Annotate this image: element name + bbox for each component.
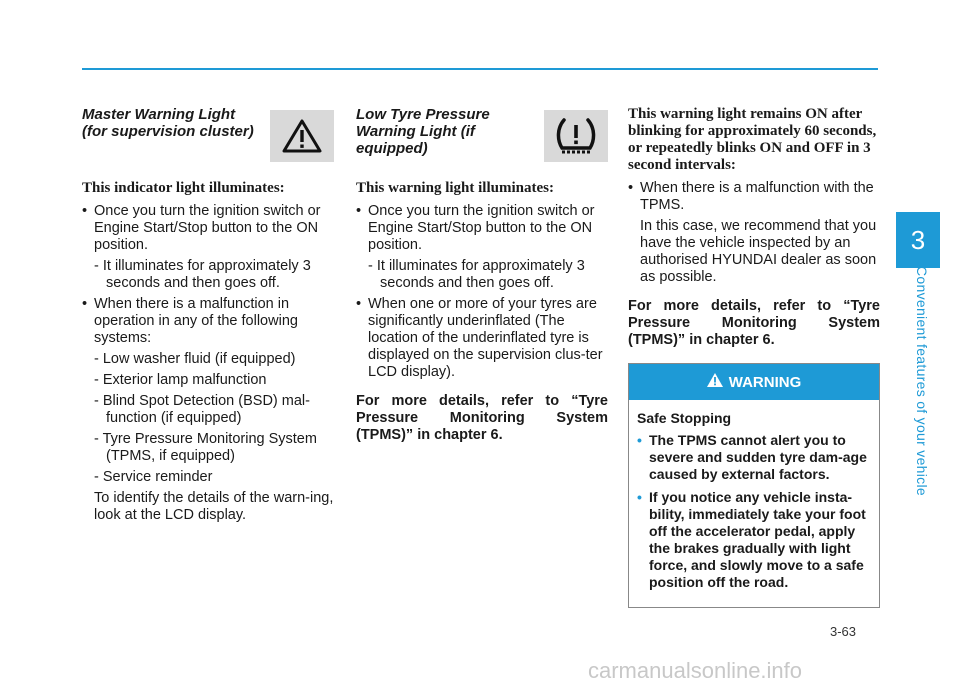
note-text: In this case, we recommend that you have the vehicle inspected by an authorised HYUNDAI dealer as soon as possible. xyxy=(640,218,877,285)
warning-triangle-icon xyxy=(707,373,723,391)
bullet-item: • When there is a malfunction with the TPMS. xyxy=(628,180,880,214)
subheading: This warning light remains ON after blinking for approximately 60 seconds, or repeatedly blinks ON and OFF in 3 second intervals: xyxy=(628,106,877,173)
column-low-tyre-pressure xyxy=(356,106,608,444)
section-heading: Low Tyre Pressure Warning Light (if equipped) xyxy=(356,106,490,157)
bullet-item: • Once you turn the ignition switch or Engine Start/Stop button to the ON position. xyxy=(356,203,608,254)
sub-item: - Exterior lamp malfunction xyxy=(94,372,267,388)
sub-item: - Service reminder xyxy=(94,469,213,485)
warning-title: Safe Stopping xyxy=(637,410,732,426)
column-tpms-malfunction xyxy=(628,106,880,608)
reference-text: For more details, refer to “Tyre Pressure Monitoring System (TPMS)” in chapter 6. xyxy=(628,298,880,348)
warning-item: • The TPMS cannot alert you to severe and sudden tyre dam-age caused by external factors. xyxy=(637,432,871,483)
sub-item: - Low washer fluid (if equipped) xyxy=(94,351,296,367)
warning-header xyxy=(629,364,879,400)
section-heading: Master Warning Light (for supervision cluster) xyxy=(82,106,254,140)
bullet-item: • When there is a malfunction in operation in any of the following systems: xyxy=(82,296,334,347)
sub-item: - Tyre Pressure Monitoring System (TPMS, if equipped) xyxy=(94,431,317,464)
warning-label: WARNING xyxy=(728,373,802,391)
watermark: carmanualsonline.info xyxy=(588,658,803,683)
warning-box xyxy=(628,363,880,608)
bullet-item: • Once you turn the ignition switch or Engine Start/Stop button to the ON position. xyxy=(82,203,334,254)
warning-item: • If you notice any vehicle insta-bility, immediately take your foot off the accelerator pedal, apply the brakes gradually with light force, and slowly move to a safe position off the road. xyxy=(637,489,871,591)
note-text: To identify the details of the warn-ing, look at the LCD display. xyxy=(94,490,334,523)
warning-triangle-icon xyxy=(270,110,334,162)
page-number: 3-63 xyxy=(830,624,857,639)
subheading: This indicator light illuminates: xyxy=(82,180,285,196)
chapter-number: 3 xyxy=(910,224,926,255)
column-master-warning xyxy=(82,106,334,528)
sub-item: - It illuminates for approximately 3 seconds and then goes off. xyxy=(94,258,311,291)
chapter-title: Convenient features of your vehicle xyxy=(914,266,930,496)
sub-item: - It illuminates for approximately 3 seconds and then goes off. xyxy=(368,258,585,291)
tire-pressure-icon xyxy=(544,110,608,162)
chapter-tab xyxy=(896,212,940,268)
bullet-item: • When one or more of your tyres are significantly underinflated (The location of the underinflated tyre is displayed on the supervision clus-ter LCD display). xyxy=(356,296,608,381)
subheading: This warning light illuminates: xyxy=(356,180,554,196)
header-rule xyxy=(82,68,878,70)
sub-item: - Blind Spot Detection (BSD) mal-function (if equipped) xyxy=(94,393,310,426)
reference-text: For more details, refer to “Tyre Pressure Monitoring System (TPMS)” in chapter 6. xyxy=(356,393,608,443)
